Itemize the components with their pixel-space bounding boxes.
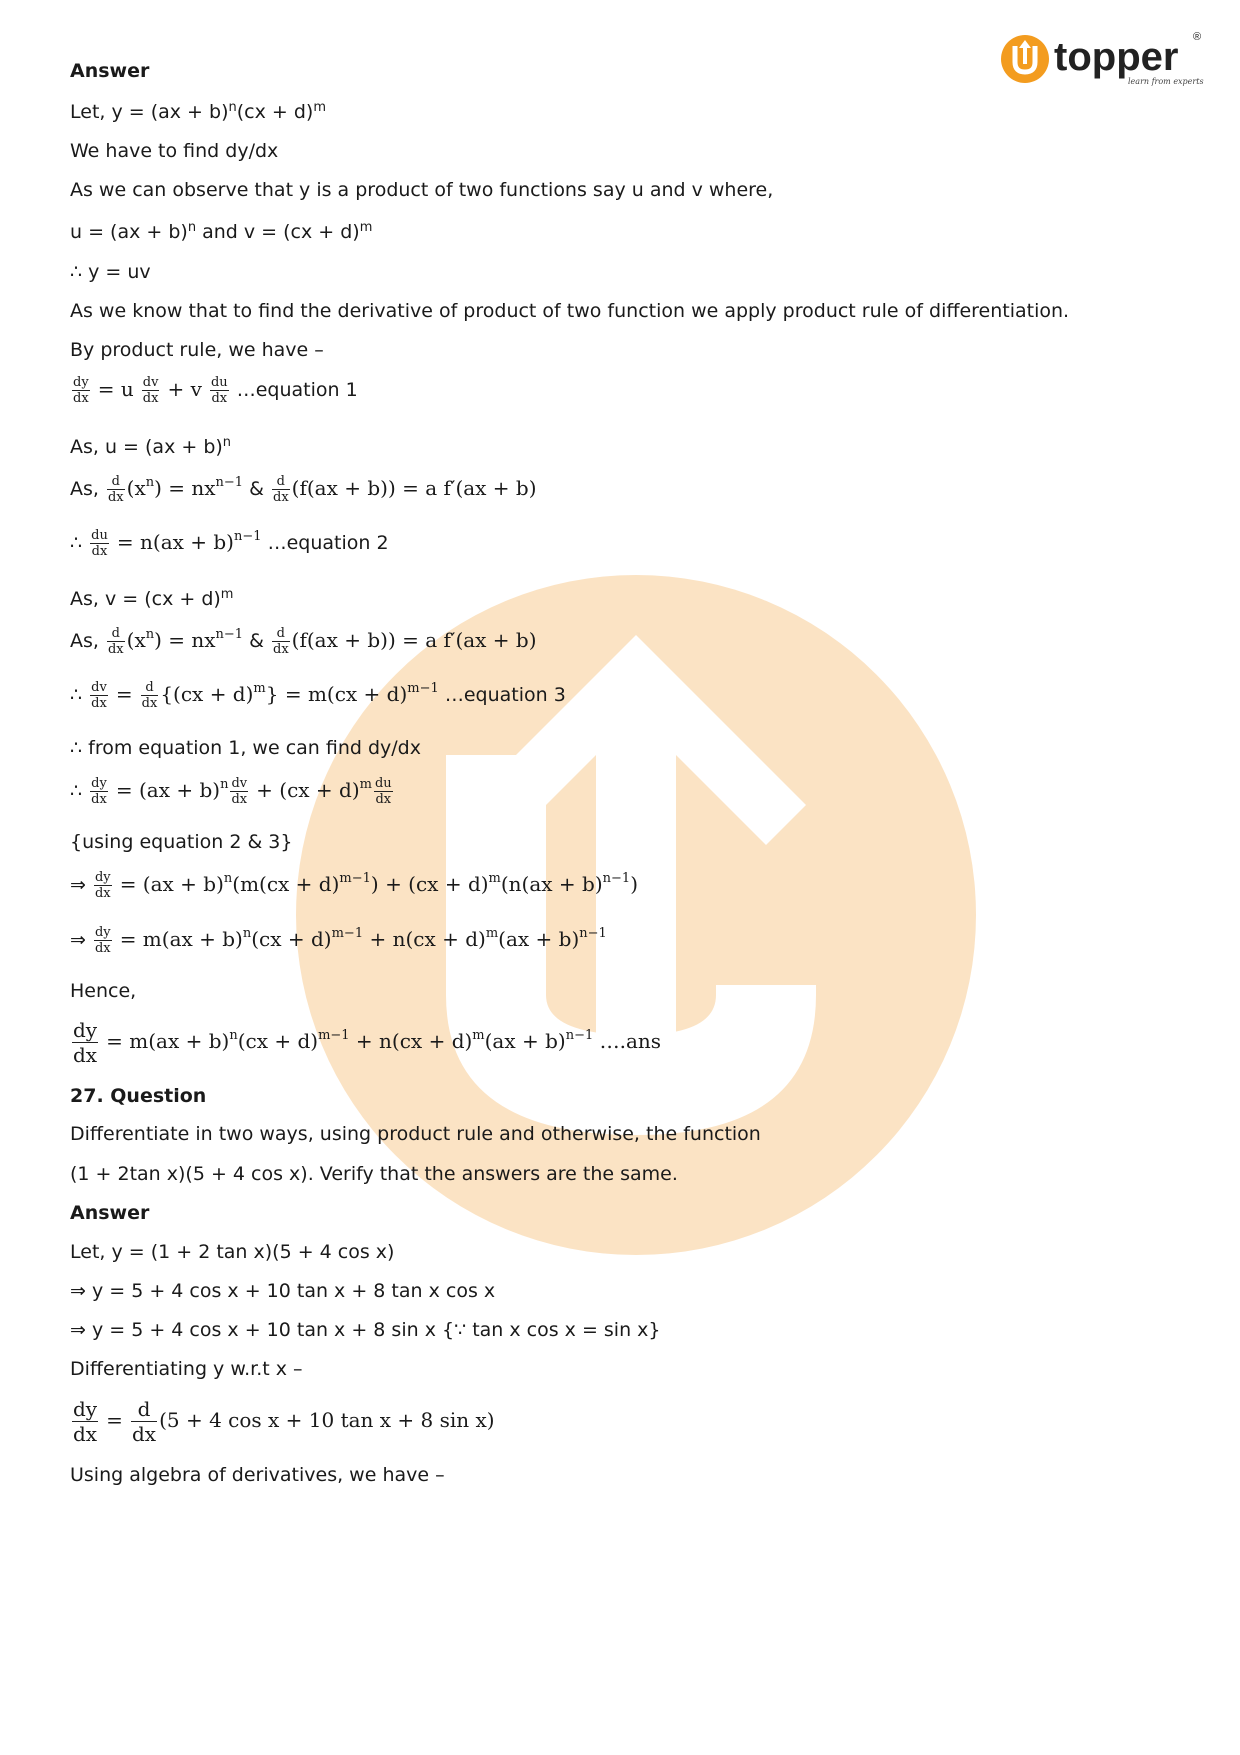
text-line: ⇒ y = 5 + 4 cos x + 10 tan x + 8 sin x {∵ tan x cos x = sin x} (70, 1319, 661, 1341)
equation-power-rule: As, $\frac{d}{dx}$ $(x^n) = nx^{n-1}$ & $\frac{d}{dx}$ (f(ax + b)) = a f′(ax + b) (70, 474, 537, 505)
answer-heading: Answer (70, 1202, 150, 1224)
text-line: Hence, (70, 980, 137, 1002)
text-line: ∴ y = uv (70, 261, 151, 283)
final-answer: $\frac{dy}{dx}$ = m(ax + b)$^n$(cx + d)$^{m-1}$ + n(cx + d)$^m$(ax + b)$^{n-1}$ ….ans (73, 1018, 662, 1067)
text-line: As we can observe that y is a product of two functions say u and v where, (70, 179, 774, 201)
text-line: {using equation 2 & 3} (70, 831, 293, 853)
text-line: Differentiating y w.r.t x – (70, 1358, 303, 1380)
logo-registered: ® (1193, 31, 1202, 43)
equation-step: ⇒ $\frac{dy}{dx}$ = (ax + b)$^n$(m(cx + d)$^{m-1}$) + (cx + d)$^m$(n(ax + b)$^{n-1}$) (70, 870, 639, 901)
text-line: By product rule, we have – (70, 339, 324, 361)
question-heading: 27. Question (70, 1085, 207, 1107)
logo-wordmark: topper (1054, 35, 1179, 79)
answer-heading: Answer (70, 60, 150, 82)
text-line: As we know that to find the derivative of product of two function we apply product rule of differentiation. (70, 300, 1070, 322)
equation-product: ∴ $\frac{dy}{dx}$ = (ax + b)$^n$ $\frac{dv}{dx}$ + (cx + d)$^m$ $\frac{du}{dx}$ (70, 776, 392, 807)
text-line: Let, y = (ax + b)$^n$(cx + d)$^m$ (70, 100, 326, 123)
equation-1: $\frac{dy}{dx}$ = u $\frac{dv}{dx}$ + v $\frac{du}{dx}$ …equation 1 (73, 375, 358, 406)
text-line: Using algebra of derivatives, we have – (70, 1464, 445, 1486)
fraction: $\frac{dv}{dx}$ (142, 375, 159, 406)
equation-step: ⇒ $\frac{dy}{dx}$ = m(ax + b)$^n$(cx + d)$^{m-1}$ + n(cx + d)$^m$(ax + b)$^{n-1}$ (70, 925, 607, 956)
text-line: We have to find dy/dx (70, 140, 279, 162)
fraction: $\frac{dy}{dx}$ (73, 375, 89, 406)
text-line: u = (ax + b)$^n$ and v = (cx + d)$^m$ (70, 220, 373, 243)
equation-2: ∴ $\frac{du}{dx}$ = n(ax + b)$^{n-1}$ …equation 2 (70, 528, 389, 559)
logo-tagline: learn from experts (1128, 77, 1204, 86)
text-line: As, u = (ax + b)$^n$ (70, 435, 232, 458)
text-line: Differentiate in two ways, using product rule and otherwise, the function (70, 1123, 761, 1145)
watermark-logo (296, 575, 976, 1255)
fraction: $\frac{du}{dx}$ (210, 375, 228, 406)
text-line: ∴ from equation 1, we can find dy/dx (70, 737, 421, 759)
equation-power-rule: As, $\frac{d}{dx}$ $(x^n) = nx^{n-1}$ & $\frac{d}{dx}$ (f(ax + b)) = a f′(ax + b) (70, 626, 537, 657)
equation-derivative: $\frac{dy}{dx}$ = $\frac{d}{dx}$ (5 + 4 cos x + 10 tan x + 8 sin x) (73, 1397, 495, 1446)
text-line: (1 + 2tan x)(5 + 4 cos x). Verify that the answers are the same. (70, 1163, 678, 1185)
equation-3: ∴ $\frac{dv}{dx}$ = $\frac{d}{dx}$ {(cx + d)$^m$} = m(cx + d)$^{m-1}$ …equation 3 (70, 680, 566, 711)
text-line: ⇒ y = 5 + 4 cos x + 10 tan x + 8 tan x cos x (70, 1280, 496, 1302)
text-line: As, v = (cx + d)$^m$ (70, 587, 234, 610)
brand-logo (1000, 26, 1210, 96)
text-line: Let, y = (1 + 2 tan x)(5 + 4 cos x) (70, 1241, 395, 1263)
